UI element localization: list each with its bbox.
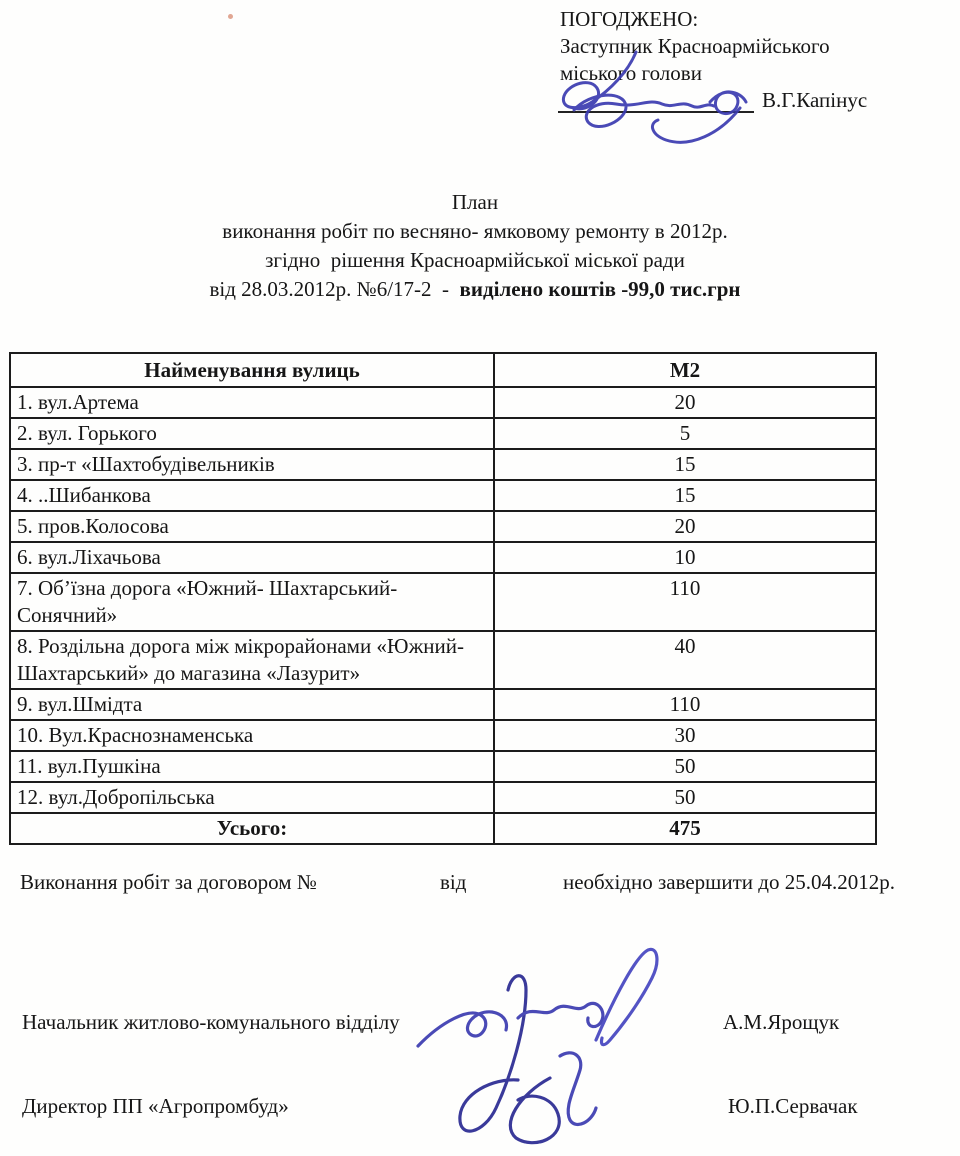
official-signature — [400, 928, 670, 1156]
total-value: 475 — [494, 813, 876, 844]
table-row — [10, 511, 876, 542]
street-m2: 40 — [494, 631, 876, 689]
contract-note-part2: від — [440, 870, 467, 894]
approval-position-line1: Заступник Красноармійського — [560, 34, 830, 58]
title-line4-bold: виділено коштів -99,0 тис.грн — [459, 277, 741, 301]
streets-table — [9, 352, 877, 845]
street-name: 7. Об’їзна дорога «Южний- Шахтарський-Сонячний» — [10, 573, 494, 631]
street-m2: 30 — [494, 720, 876, 751]
street-m2: 20 — [494, 511, 876, 542]
approval-position-line2: міського голови — [560, 61, 702, 85]
street-m2: 110 — [494, 689, 876, 720]
title-line1: План — [451, 190, 499, 214]
table-row — [10, 480, 876, 511]
table-row — [10, 418, 876, 449]
street-name: 1. вул.Артема — [10, 387, 494, 418]
signature-stroke — [652, 108, 740, 142]
table-row — [10, 573, 876, 631]
signature-stroke — [510, 1078, 559, 1143]
title-line4-regular: від 28.03.2012р. №6/17-2 - — [209, 277, 460, 301]
street-name: 10. Вул.Краснознаменська — [10, 720, 494, 751]
street-name: 8. Роздільна дорога між мікрорайонами «Южний-Шахтарський» до магазина «Лазурит» — [10, 631, 494, 689]
street-m2: 15 — [494, 480, 876, 511]
table-row — [10, 720, 876, 751]
title-line3: згідно рішення Красноармійської міської ради — [265, 248, 685, 272]
signature-underline — [558, 89, 754, 113]
signoff-name-director: Ю.П.Сервачак — [728, 1094, 858, 1118]
street-name: 11. вул.Пушкіна — [10, 751, 494, 782]
street-m2: 15 — [494, 449, 876, 480]
header-m2: М2 — [494, 353, 876, 387]
contract-note-part1: Виконання робіт за договором № — [20, 870, 317, 894]
total-label: Усього: — [10, 813, 494, 844]
scan-artifact-dot — [228, 14, 233, 19]
street-m2: 5 — [494, 418, 876, 449]
street-m2: 50 — [494, 751, 876, 782]
street-name: 9. вул.Шмідта — [10, 689, 494, 720]
title-line2: виконання робіт по весняно- ямковому ремонту в 2012р. — [222, 219, 728, 243]
street-name: 4. ..Шибанкова — [10, 480, 494, 511]
street-name: 2. вул. Горького — [10, 418, 494, 449]
header-street-name: Найменування вулиць — [10, 353, 494, 387]
document-title — [10, 188, 940, 304]
approval-block — [560, 6, 830, 87]
signature-stroke — [418, 1012, 506, 1046]
street-name: 6. вул.Ліхачьова — [10, 542, 494, 573]
table-row — [10, 631, 876, 689]
table-row — [10, 449, 876, 480]
street-name: 12. вул.Добропільська — [10, 782, 494, 813]
signoff-role-director: Директор ПП «Агропромбуд» — [22, 1094, 289, 1118]
signature-stroke — [560, 1053, 596, 1125]
signature-stroke — [596, 949, 657, 1044]
table-header-row — [10, 353, 876, 387]
street-m2: 110 — [494, 573, 876, 631]
street-m2: 50 — [494, 782, 876, 813]
signature-stroke — [460, 976, 526, 1131]
contract-note-part3: необхідно завершити до 25.04.2012р. — [563, 870, 895, 894]
signature-stroke — [518, 1003, 603, 1026]
approver-name: В.Г.Капінус — [762, 88, 868, 112]
table-row — [10, 751, 876, 782]
signoff-name-chief: А.М.Ярощук — [723, 1010, 840, 1034]
street-name: 3. пр-т «Шахтобудівельників — [10, 449, 494, 480]
title-line4 — [10, 275, 940, 304]
approval-label: ПОГОДЖЕНО: — [560, 7, 699, 31]
approval-signature-line — [558, 88, 867, 113]
table-row — [10, 782, 876, 813]
table-total-row — [10, 813, 876, 844]
street-name: 5. пров.Колосова — [10, 511, 494, 542]
table-row — [10, 689, 876, 720]
street-m2: 10 — [494, 542, 876, 573]
street-m2: 20 — [494, 387, 876, 418]
table-row — [10, 542, 876, 573]
signoff-role-chief: Начальник житлово-комунального відділу — [22, 1010, 400, 1034]
table-row — [10, 387, 876, 418]
